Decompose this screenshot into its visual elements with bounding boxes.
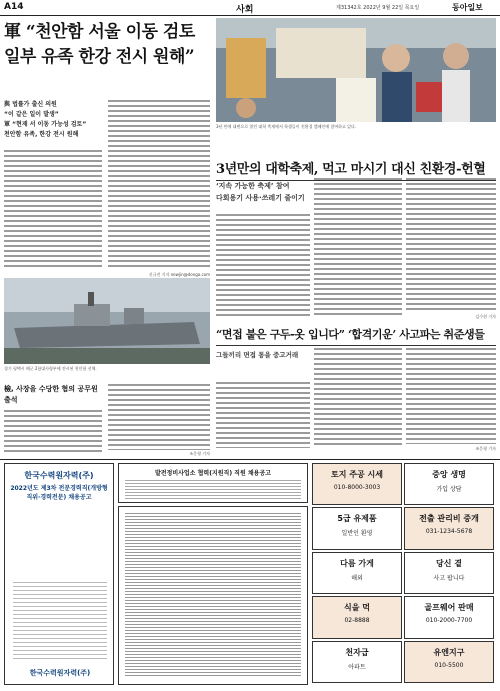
story1-photo-caption: 경기 평택시 해군 2함대사령부에 전시된 천안함 선체. (4, 366, 97, 371)
classified-ad (312, 641, 402, 683)
classified-ad-body: 일반인 환영 (341, 530, 373, 538)
classified-ad-body: 010-8000-3003 (333, 484, 381, 491)
classified-ads (312, 463, 496, 685)
middle-ad-body (125, 480, 301, 500)
story4-body-col2 (108, 384, 210, 450)
page-number: A14 (4, 2, 24, 12)
classified-ad-body: 031-1234-5678 (425, 528, 473, 536)
classified-ad-body: 02-8888 (344, 617, 370, 625)
middle-ad (118, 463, 308, 503)
classified-ad-title: 전출 관리비 중개 (419, 514, 479, 524)
khnp-ad-body (13, 582, 107, 662)
classified-ad-title: 유엔지구 (433, 647, 465, 657)
classified-ad-title: 당신 곁 (436, 558, 462, 568)
story3-headline: “면접 붙은 구두-옷 입니다” ‘합격기운’ 사고파는 취준생들 (216, 326, 496, 346)
ads-divider (0, 459, 500, 460)
story4-body-col1 (4, 410, 102, 454)
classified-ad (404, 507, 494, 549)
khnp-ad-title-1: 한국수력원자력(주) (24, 471, 94, 480)
issue-date: 제31342호 2022년 9월 22일 목요일 (336, 5, 420, 11)
story2-body-col1 (216, 214, 310, 318)
campaign-photo-image (216, 18, 496, 122)
khnp-ad-title-2: 2022년도 제3차 전문경력직(개방형직위·경력전문) 채용공고 (10, 485, 108, 501)
ship-photo-image (4, 278, 210, 364)
story1-subheads: 與 법률가 출신 의원 “이 같은 일이 발생” 軍 “현재 서 이동 가능성 검토” 천안함 유족, 한강 전시 원해 (4, 101, 87, 138)
classified-ad-body: 해외 (351, 574, 363, 582)
classified-ad-body: 010-2000-7700 (425, 617, 473, 625)
story3-reporter: 조응형 기자 (475, 446, 496, 451)
story2-headline: 3년만의 대학축제, 먹고 마시기 대신 친환경-헌혈 (216, 158, 496, 181)
page-header (0, 0, 500, 16)
section-name: 사회 (236, 5, 254, 15)
classified-ad-body: 사고 팝니다 (433, 574, 465, 582)
middle-ad-lower-body (125, 513, 301, 677)
classified-ad (312, 596, 402, 638)
story3-body-col3 (406, 348, 496, 444)
story2-reporter: 김수현 기자 (475, 314, 496, 319)
story1-headline: 軍 “천안함 서울 이동 검토 일부 유족 한강 전시 원해” (4, 22, 195, 67)
classified-ad-body: 010-5500 (434, 661, 464, 669)
classified-ad (312, 552, 402, 594)
story1-body-col1 (4, 150, 102, 270)
cheonan-ship-photo (4, 278, 210, 364)
classified-ad-body: 아파트 (348, 663, 366, 671)
khnp-recruitment-ad (4, 463, 114, 685)
classified-ad (312, 507, 402, 549)
middle-ad-title: 발전정비사업소 협력(지원직) 직원 채용공고 (154, 470, 272, 477)
classified-ad (404, 596, 494, 638)
story2-pull-quote: ‘지속 가능한 축제’ 참여 다회용기 사용·쓰레기 줄이기 (216, 182, 305, 202)
story4-headline: 檢, 사장을 수당한 혐의 공무원 출석 (4, 385, 98, 404)
story4-reporter: 조응형 기자 (189, 451, 210, 456)
classified-ad-body: 가입 상담 (436, 486, 462, 493)
classified-ad (404, 463, 494, 505)
story1-reporter: 신규진 기자 newjin@donga.com (148, 272, 210, 277)
classified-ad-title: 토지 주공 시세 (331, 470, 383, 479)
classified-ad-title: 다름 가게 (340, 558, 374, 568)
middle-ad-lower (118, 506, 308, 685)
classified-ad (312, 463, 402, 505)
classified-ad-title: 식을 먹 (344, 603, 370, 613)
story2-body-col3 (406, 178, 496, 312)
story3-body-col1 (216, 382, 310, 448)
story1-body-col2 (108, 100, 210, 270)
story2-photo-caption: 3년 만에 대면으로 열린 대학 축제에서 학생들이 친환경 캠페인에 참여하고 있다. (216, 124, 357, 129)
classified-ad-title: 중앙 생명 (432, 470, 466, 479)
story2-body-col2 (314, 178, 402, 318)
classified-ad-title: 골프웨어 판매 (424, 603, 474, 613)
newspaper-logo: 동아일보 (452, 3, 483, 12)
story3-pull-quote: 그들끼리 면접 통을 중고거래 (216, 351, 299, 359)
campaign-photo (216, 18, 496, 122)
khnp-ad-company: 한국수력원자력(주) (29, 669, 91, 677)
classified-ad-title: 5급 유제품 (337, 514, 377, 524)
classified-ad-title: 천자급 (345, 647, 369, 657)
classified-ad (404, 641, 494, 683)
classified-ad (404, 552, 494, 594)
story3-body-col2 (314, 348, 402, 448)
